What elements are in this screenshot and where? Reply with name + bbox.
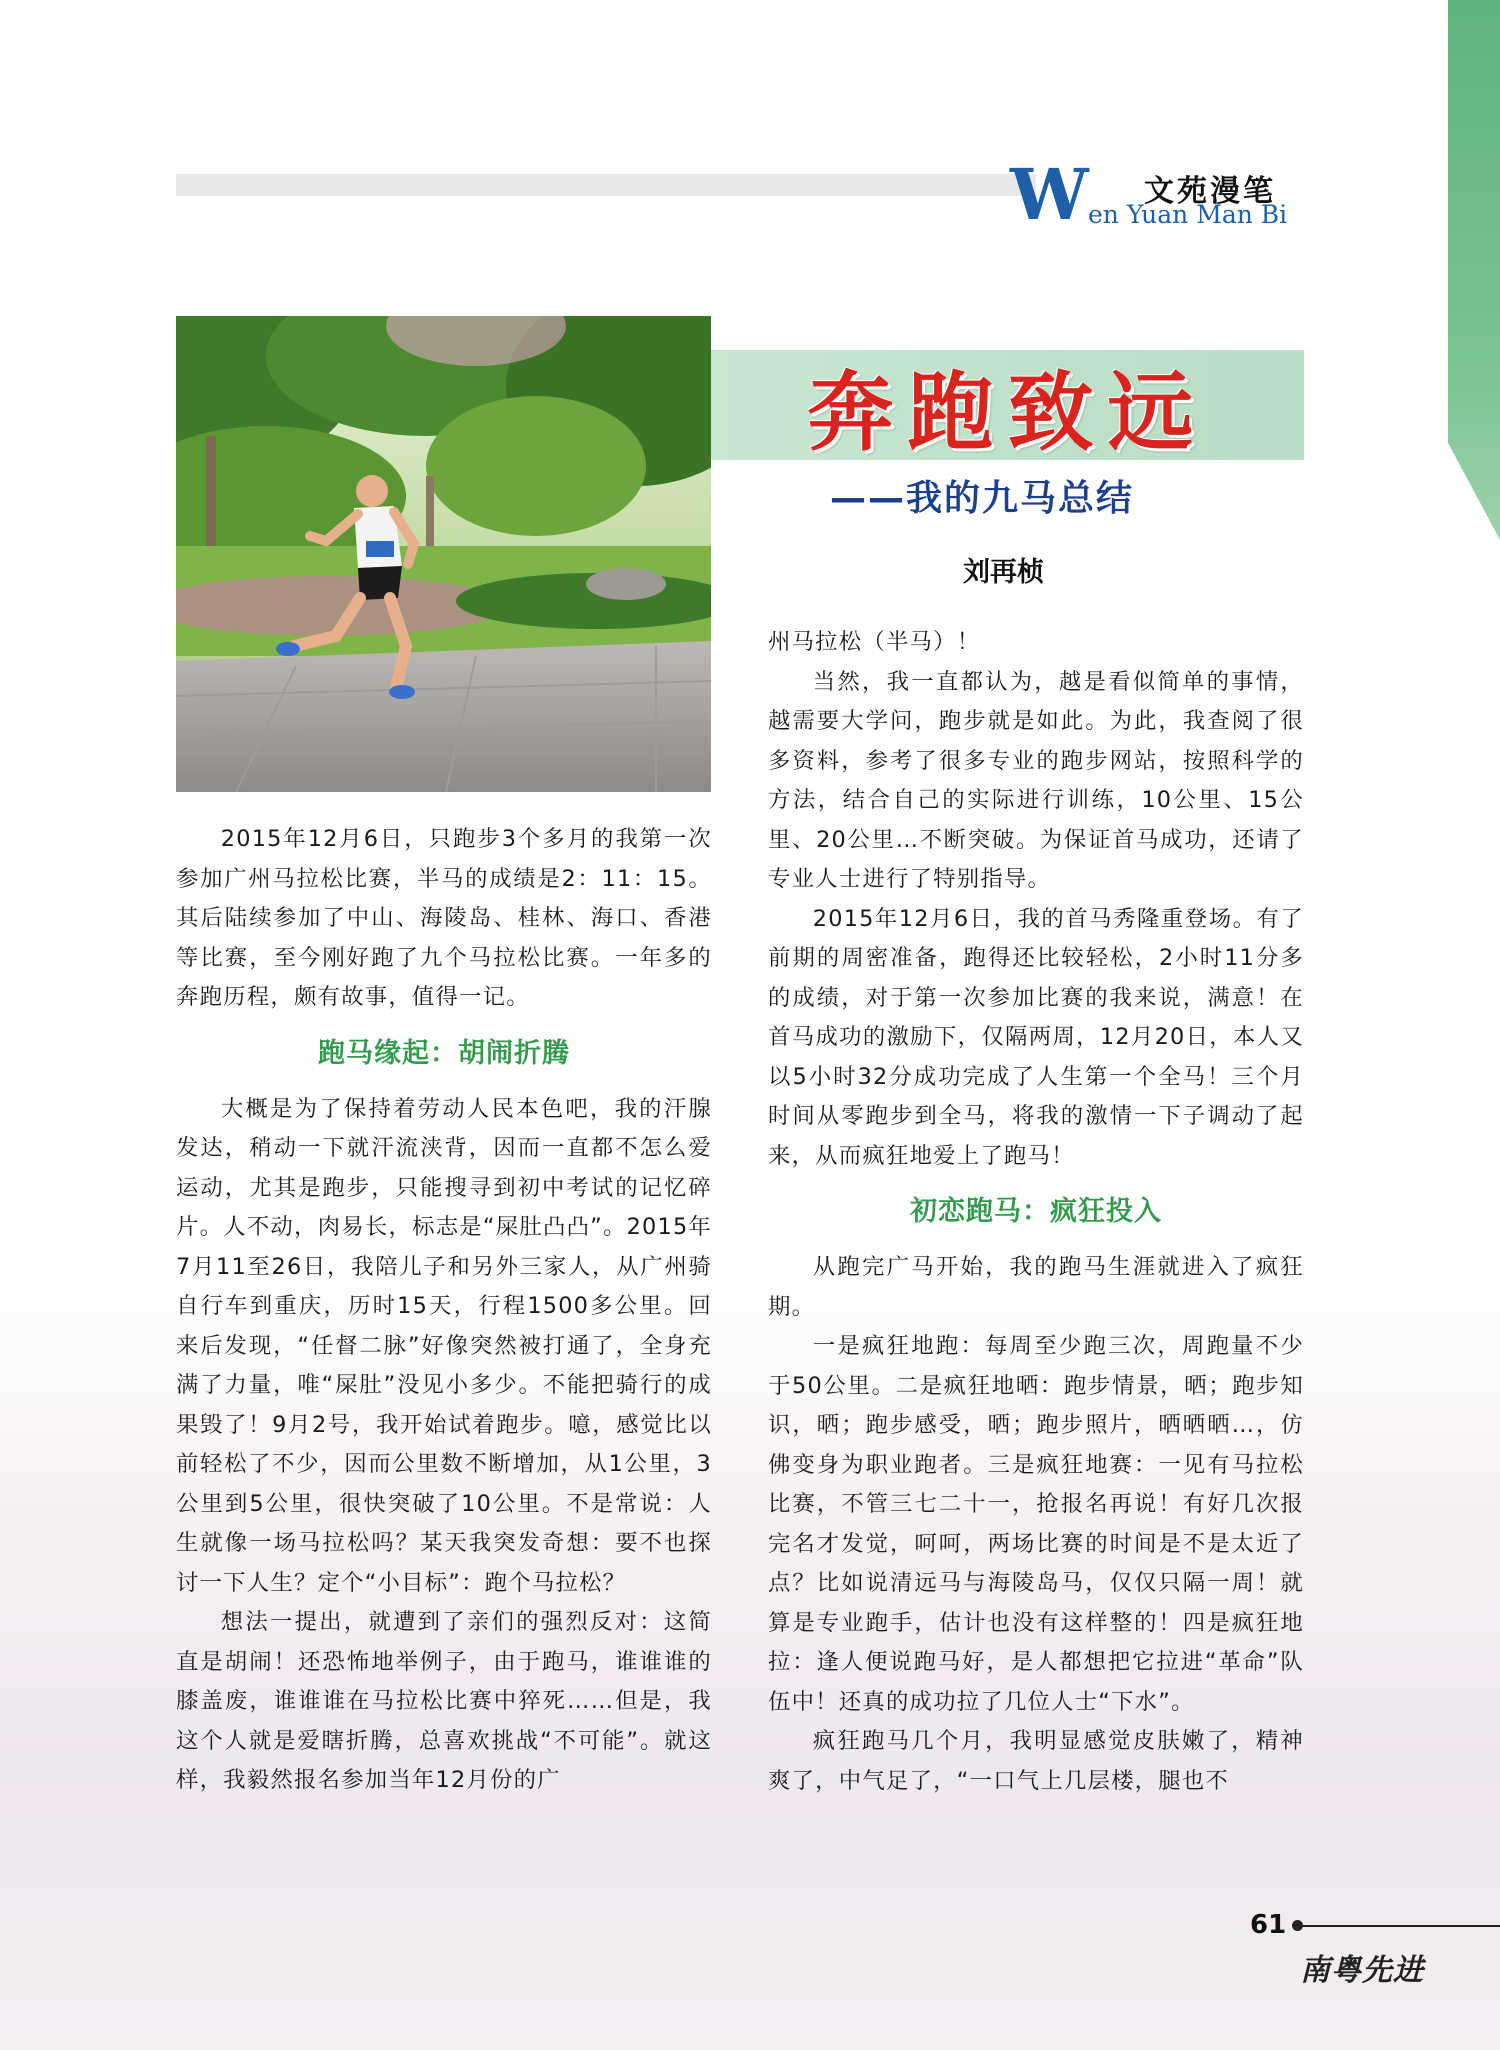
article-author: 刘再桢 (963, 557, 1044, 588)
runner-photo (176, 316, 711, 792)
page-number: 61 (1250, 1910, 1287, 1940)
runner-photo-illustration (176, 316, 711, 792)
paragraph: 一是疯狂地跑：每周至少跑三次，周跑量不少于50公里。二是疯狂地晒：跑步情景，晒；跑步知识，晒；跑步感受，晒；跑步照片，晒晒晒…，仿佛变身为职业跑者。三是疯狂地赛：一见有马拉松比赛，不管三七二十一，抢报名再说！有好几次报完名才发觉，呵呵，两场比赛的时间是不是太近了点？比如说清远马与海陵岛马，仅仅只隔一周！就算是专业跑手，估计也没有这样整的！四是疯狂地拉：逢人便说跑马好，是人都想把它拉进“革命”队伍中！还真的成功拉了几位人士“下水”。 (768, 1333, 1304, 1715)
section-heading: 跑马缘起：胡闹折腾 (318, 1037, 570, 1069)
logo-letter: W (1010, 153, 1089, 236)
page-marker-line (1295, 1925, 1500, 1927)
paragraph: 当然，我一直都认为，越是看似简单的事情，越需要大学问，跑步就是如此。为此，我查阅了很多资料，参考了很多专业的跑步网站，按照科学的方法，结合自己的实际进行训练，10公里、15公里、20公里…不断突破。为保证首马成功，还请了专业人士进行了特别指导。 (768, 668, 1304, 892)
paragraph: 2015年12月6日，只跑步3个多月的我第一次参加广州马拉松比赛，半马的成绩是2：11：15。其后陆续参加了中山、海陵岛、桂林、海口、香港等比赛，至今刚好跑了九个马拉松比赛。一年多的奔跑历程，颇有故事，值得一记。 (176, 826, 712, 1010)
article-subtitle: ——我的九马总结 (830, 478, 1135, 519)
right-text-column (768, 623, 1304, 1801)
article-title: 奔跑致远 (807, 362, 1208, 463)
paragraph: 想法一提出，就遭到了亲们的强烈反对：这简直是胡闹！还恐怖地举例子，由于跑马，谁谁谁的膝盖废，谁谁谁在马拉松比赛中猝死……但是，我这个人就是爱瞎折腾，总喜欢挑战“不可能”。就这样，我毅然报名参加当年12月份的广 (176, 1609, 712, 1793)
paragraph: 州马拉松（半马）！ (768, 629, 981, 655)
paragraph: 从跑完广马开始，我的跑马生涯就进入了疯狂期。 (768, 1254, 1304, 1320)
decorative-green-band (1448, 0, 1500, 540)
column-name-en: en Yuan Man Bi (1088, 200, 1288, 229)
column-logo (1010, 153, 1310, 236)
paragraph: 大概是为了保持着劳动人民本色吧，我的汗腺发达，稍动一下就汗流浃背，因而一直都不怎么爱运动，尤其是跑步，只能搜寻到初中考试的记忆碎片。人不动，肉易长，标志是“屎肚凸凸”。2015年7月11至26日，我陪儿子和另外三家人，从广州骑自行车到重庆，历时15天，行程1500多公里。回来后发现，“任督二脉”好像突然被打通了，全身充满了力量，唯“屎肚”没见小多少。不能把骑行的成果毁了！9月2号，我开始试着跑步。噫，感觉比以前轻松了不少，因而公里数不断增加，从1公里，3公里到5公里，很快突破了10公里。不是常说：人生就像一场马拉松吗？某天我突发奇想：要不也探讨一下人生？定个“小目标”：跑个马拉松？ (176, 1095, 712, 1596)
section-heading: 初恋跑马：疯狂投入 (910, 1196, 1162, 1227)
header-bar (176, 174, 1036, 196)
paragraph: 疯狂跑马几个月，我明显感觉皮肤嫩了，精神爽了，中气足了，“一口气上几层楼，腿也不 (768, 1728, 1304, 1794)
paragraph: 2015年12月6日，我的首马秀隆重登场。有了前期的周密准备，跑得还比较轻松，2小时11分多的成绩，对于第一次参加比赛的我来说，满意！在首马成功的激励下，仅隔两周，12月20日，本人又以5小时32分成功完成了人生第一个全马！三个月时间从零跑步到全马，将我的激情一下子调动了起来，从而疯狂地爱上了跑马！ (768, 905, 1304, 1169)
left-text-column (176, 820, 712, 1801)
magazine-logo: 南粤先进 (1300, 1953, 1424, 1988)
column-name-cn: 文苑漫笔 (1144, 174, 1276, 209)
